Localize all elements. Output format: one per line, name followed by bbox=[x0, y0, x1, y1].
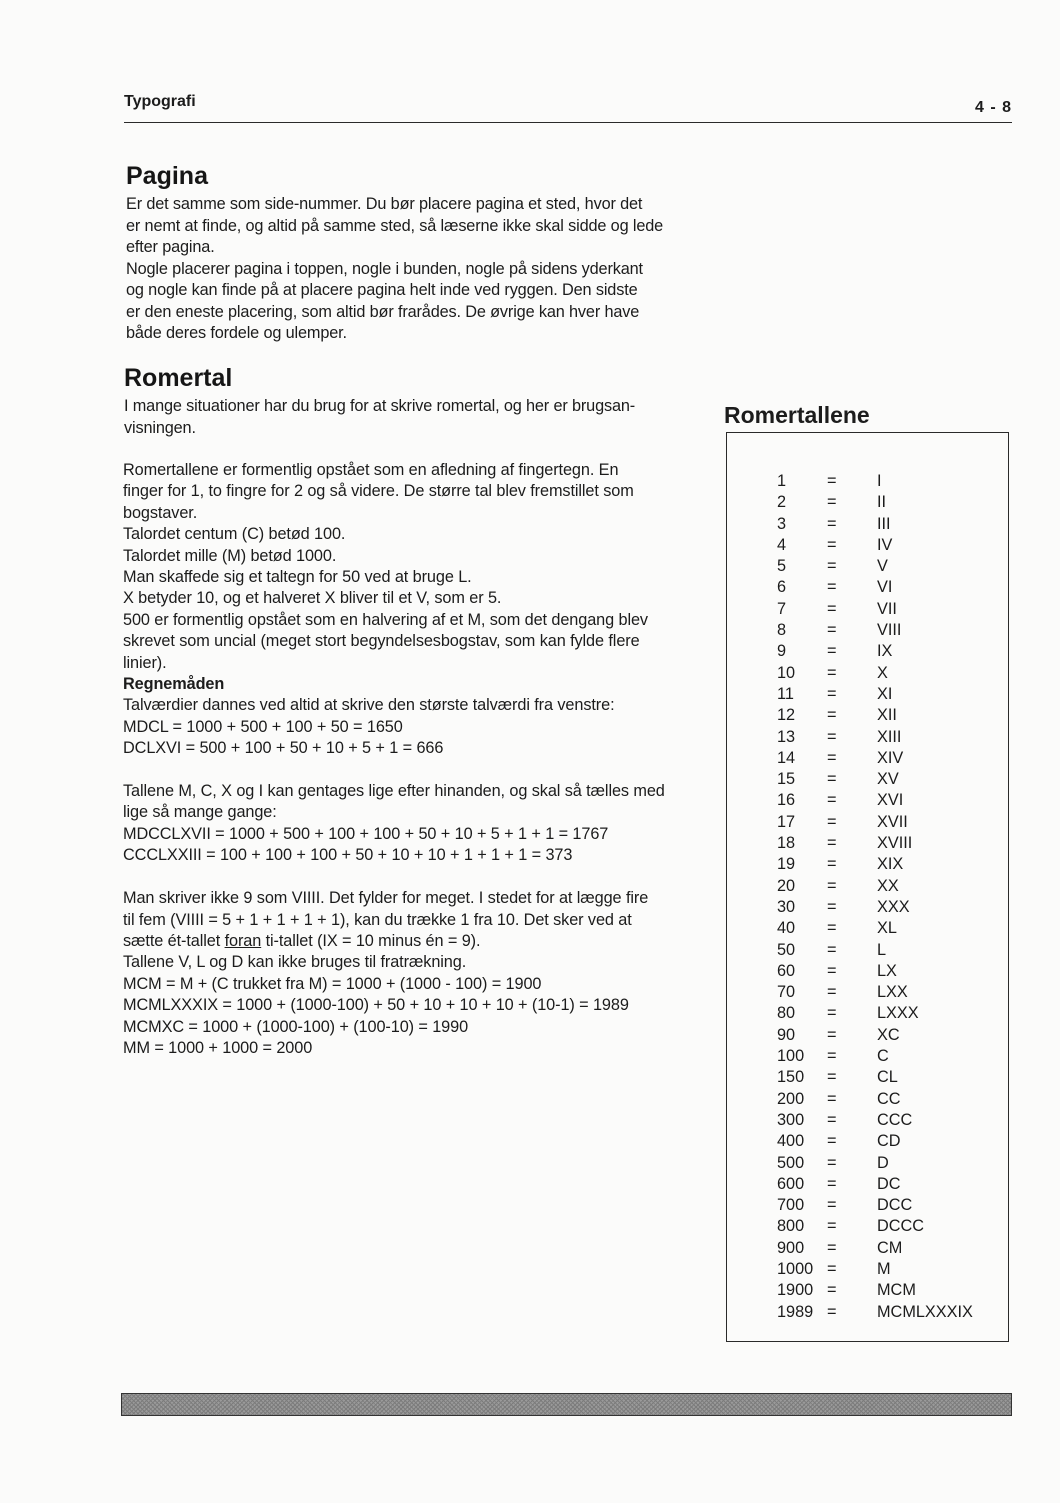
equals-sign: = bbox=[827, 727, 837, 746]
equals-sign: = bbox=[827, 1259, 837, 1278]
arabic-number: 700 bbox=[777, 1196, 805, 1215]
equals-sign: = bbox=[827, 770, 837, 789]
equals-sign: = bbox=[827, 876, 837, 895]
arabic-number: 200 bbox=[777, 1089, 805, 1108]
arabic-number: 3 bbox=[777, 514, 787, 533]
roman-numeral: XVII bbox=[877, 812, 908, 831]
equals-sign: = bbox=[827, 557, 837, 576]
equals-sign: = bbox=[827, 1302, 837, 1321]
arabic-number: 100 bbox=[777, 1047, 805, 1066]
text-line: CCCLXXIII = 100 + 100 + 100 + 50 + 10 + 10 + 1 + 1 + 1 = 373 bbox=[123, 846, 573, 865]
table-row bbox=[727, 492, 1008, 513]
arabic-number: 1000 bbox=[777, 1259, 814, 1278]
table-row bbox=[727, 577, 1008, 598]
text-line: Romertallene er formentlig opstået som en afledning af fingertegn. En bbox=[123, 461, 619, 479]
roman-numeral: II bbox=[877, 493, 887, 512]
regnemaaden-subheading: Regnemåden bbox=[123, 675, 225, 694]
text-line: visningen. bbox=[124, 418, 196, 437]
arabic-number: 30 bbox=[777, 897, 796, 916]
equals-sign: = bbox=[827, 748, 837, 767]
arabic-number: 60 bbox=[777, 961, 796, 980]
table-row bbox=[727, 1131, 1008, 1152]
equals-sign: = bbox=[827, 1132, 837, 1151]
table-row bbox=[727, 769, 1008, 790]
equals-sign: = bbox=[827, 855, 837, 874]
equals-sign: = bbox=[827, 535, 837, 554]
roman-numeral: MCM bbox=[877, 1281, 916, 1300]
arabic-number: 900 bbox=[777, 1238, 805, 1257]
table-row bbox=[727, 1046, 1008, 1067]
roman-numeral: MCMLXXXIX bbox=[877, 1302, 973, 1321]
arabic-number: 11 bbox=[777, 684, 794, 703]
roman-numeral: VIII bbox=[877, 621, 902, 640]
equals-sign: = bbox=[827, 1196, 837, 1215]
equals-sign: = bbox=[827, 791, 837, 810]
text-line: Man skaffede sig et taltegn for 50 ved at bruge L. bbox=[123, 568, 472, 587]
text-line: DCLXVI = 500 + 100 + 50 + 10 + 5 + 1 = 666 bbox=[123, 739, 444, 758]
roman-numeral: XL bbox=[877, 919, 897, 938]
equals-sign: = bbox=[827, 1089, 837, 1108]
table-row bbox=[727, 982, 1008, 1003]
page-number: 4 - 8 bbox=[974, 99, 1012, 116]
equals-sign: = bbox=[827, 1004, 837, 1023]
text-line: I mange situationer har du brug for at skrive romertal, og her er brugsan- bbox=[124, 397, 636, 415]
arabic-number: 40 bbox=[777, 919, 796, 938]
roman-numeral: CC bbox=[877, 1089, 901, 1108]
equals-sign: = bbox=[827, 1025, 837, 1044]
text-line: finger for 1, to fingre for 2 og så videre. De større tal blev fremstillet som bbox=[123, 482, 634, 501]
roman-numeral: XIX bbox=[877, 855, 904, 874]
equals-sign: = bbox=[827, 684, 837, 703]
table-row bbox=[727, 1216, 1008, 1237]
equals-sign: = bbox=[827, 961, 837, 980]
roman-numeral: CCC bbox=[877, 1110, 913, 1129]
equals-sign: = bbox=[827, 812, 837, 831]
arabic-number: 17 bbox=[777, 812, 796, 831]
arabic-number: 2 bbox=[777, 493, 787, 512]
table-row bbox=[727, 1025, 1008, 1046]
table-row bbox=[727, 833, 1008, 854]
equals-sign: = bbox=[827, 919, 837, 938]
table-row bbox=[727, 1003, 1008, 1024]
pagina-paragraph bbox=[126, 194, 663, 345]
arabic-number: 20 bbox=[777, 876, 796, 895]
arabic-number: 6 bbox=[777, 578, 787, 597]
roman-numeral: XIV bbox=[877, 748, 904, 767]
arabic-number: 15 bbox=[777, 770, 796, 789]
underlined-word: foran bbox=[224, 931, 262, 950]
table-row bbox=[727, 705, 1008, 726]
arabic-number: 600 bbox=[777, 1174, 805, 1193]
equals-sign: = bbox=[827, 514, 837, 533]
arabic-number: 1989 bbox=[777, 1302, 814, 1321]
table-row bbox=[727, 1153, 1008, 1174]
table-row bbox=[727, 1174, 1008, 1195]
equals-sign: = bbox=[827, 940, 837, 959]
roman-numeral: C bbox=[877, 1047, 889, 1066]
text-line: 500 er formentlig opstået som en halvering af et M, som det dengang blev bbox=[123, 610, 648, 629]
arabic-number: 7 bbox=[777, 599, 787, 618]
table-row bbox=[727, 727, 1008, 748]
equals-sign: = bbox=[827, 621, 837, 640]
table-row bbox=[727, 1302, 1008, 1323]
text-line: og nogle kan finde på at placere pagina helt inde ved ryggen. Den sidste bbox=[126, 281, 638, 299]
table-row bbox=[727, 748, 1008, 769]
arabic-number: 50 bbox=[777, 940, 796, 959]
equals-sign: = bbox=[827, 706, 837, 725]
text-fragment: sætte ét-tallet bbox=[123, 931, 225, 950]
roman-numeral: VI bbox=[877, 578, 893, 597]
table-row bbox=[727, 535, 1008, 556]
arabic-number: 80 bbox=[777, 1004, 796, 1023]
text-line: Talordet centum (C) betød 100. bbox=[123, 525, 346, 544]
text-line: MM = 1000 + 1000 = 2000 bbox=[123, 1038, 313, 1057]
romertal-body bbox=[123, 460, 713, 1059]
equals-sign: = bbox=[827, 834, 837, 853]
table-row bbox=[727, 876, 1008, 897]
table-row bbox=[727, 1259, 1008, 1280]
arabic-number: 70 bbox=[777, 983, 796, 1002]
table-row bbox=[727, 940, 1008, 961]
equals-sign: = bbox=[827, 1153, 837, 1172]
text-line: linier). bbox=[123, 653, 167, 672]
arabic-number: 5 bbox=[777, 557, 787, 576]
table-row bbox=[727, 854, 1008, 875]
equals-sign: = bbox=[827, 897, 837, 916]
table-row bbox=[727, 918, 1008, 939]
arabic-number: 12 bbox=[777, 706, 796, 725]
roman-numeral: XIII bbox=[877, 727, 902, 746]
roman-numeral: DC bbox=[877, 1174, 901, 1193]
roman-numeral: III bbox=[877, 514, 891, 533]
equals-sign: = bbox=[827, 1110, 837, 1129]
text-line: bogstaver. bbox=[123, 503, 198, 522]
arabic-number: 13 bbox=[777, 727, 796, 746]
equals-sign: = bbox=[827, 642, 837, 661]
roman-numeral: CD bbox=[877, 1132, 901, 1151]
arabic-number: 18 bbox=[777, 834, 796, 853]
text-line: Tallene M, C, X og I kan gentages lige efter hinanden, og skal så tælles med bbox=[123, 782, 665, 801]
text-line: Nogle placerer pagina i toppen, nogle i bunden, nogle på sidens yderkant bbox=[126, 259, 643, 278]
roman-numeral: DCCC bbox=[877, 1217, 925, 1236]
arabic-number: 300 bbox=[777, 1110, 805, 1129]
table-row bbox=[727, 1238, 1008, 1259]
arabic-number: 400 bbox=[777, 1132, 805, 1151]
text-line: Talværdier dannes ved altid at skrive den største talværdi fra venstre: bbox=[123, 696, 615, 715]
equals-sign: = bbox=[827, 1047, 837, 1066]
table-row bbox=[727, 1195, 1008, 1216]
equals-sign: = bbox=[827, 1174, 837, 1193]
roman-table-rows bbox=[727, 471, 1008, 1323]
equals-sign: = bbox=[827, 578, 837, 597]
arabic-number: 10 bbox=[777, 663, 796, 682]
roman-numeral: DCC bbox=[877, 1196, 913, 1215]
roman-numeral: IV bbox=[877, 535, 893, 554]
table-row bbox=[727, 897, 1008, 918]
table-row bbox=[727, 620, 1008, 641]
equals-sign: = bbox=[827, 493, 837, 512]
text-line: MCM = M + (C trukket fra M) = 1000 + (1000 - 100) = 1900 bbox=[123, 974, 542, 993]
roman-numeral: XVIII bbox=[877, 834, 913, 853]
roman-numeral: XC bbox=[877, 1025, 900, 1044]
roman-numeral: XVI bbox=[877, 791, 904, 810]
roman-numeral: XII bbox=[877, 706, 897, 725]
roman-numeral: XX bbox=[877, 876, 899, 895]
equals-sign: = bbox=[827, 599, 837, 618]
roman-numeral: LXX bbox=[877, 983, 908, 1002]
table-row bbox=[727, 1067, 1008, 1088]
text-line: efter pagina. bbox=[126, 238, 215, 256]
roman-numeral: LXXX bbox=[877, 1004, 919, 1023]
arabic-number: 9 bbox=[777, 642, 787, 661]
table-row bbox=[727, 641, 1008, 662]
text-line: MDCL = 1000 + 500 + 100 + 50 = 1650 bbox=[123, 717, 403, 736]
romertal-heading: Romertal bbox=[124, 364, 233, 392]
arabic-number: 8 bbox=[777, 621, 787, 640]
roman-numeral: IX bbox=[877, 642, 893, 661]
text-line: MCMXC = 1000 + (1000-100) + (100-10) = 1990 bbox=[123, 1017, 469, 1036]
equals-sign: = bbox=[827, 1281, 837, 1300]
equals-sign: = bbox=[827, 1217, 837, 1236]
text-line: er nemt at finde, og altid på samme sted, så læserne ikke skal sidde og lede bbox=[126, 216, 664, 235]
arabic-number: 150 bbox=[777, 1068, 805, 1087]
roman-numeral: XV bbox=[877, 770, 899, 789]
equals-sign: = bbox=[827, 983, 837, 1002]
arabic-number: 1 bbox=[777, 472, 787, 490]
text-line: Talordet mille (M) betød 1000. bbox=[123, 546, 337, 565]
arabic-number: 500 bbox=[777, 1153, 805, 1172]
arabic-number: 14 bbox=[777, 748, 796, 767]
table-row bbox=[727, 663, 1008, 684]
romertal-intro bbox=[124, 396, 635, 439]
roman-numeral: X bbox=[877, 663, 888, 682]
table-row bbox=[727, 1089, 1008, 1110]
table-row bbox=[727, 599, 1008, 620]
roman-numeral: VII bbox=[877, 599, 897, 618]
footer-bar bbox=[121, 1393, 1012, 1416]
equals-sign: = bbox=[827, 1068, 837, 1087]
text-line: X betyder 10, og et halveret X bliver til et V, som er 5. bbox=[123, 589, 502, 608]
roman-table-title: Romertallene bbox=[724, 402, 870, 428]
text-line: til fem (VIIII = 5 + 1 + 1 + 1 + 1), kan du trække 1 fra 10. Det sker ved at bbox=[123, 910, 632, 929]
arabic-number: 4 bbox=[777, 535, 787, 554]
table-row bbox=[727, 556, 1008, 577]
arabic-number: 800 bbox=[777, 1217, 805, 1236]
roman-numeral: D bbox=[877, 1153, 889, 1172]
table-row bbox=[727, 684, 1008, 705]
page-header bbox=[124, 93, 1012, 123]
roman-numeral: XXX bbox=[877, 897, 910, 916]
table-row bbox=[727, 1280, 1008, 1301]
text-line: MDCCLXVII = 1000 + 500 + 100 + 100 + 50 + 10 + 5 + 1 + 1 = 1767 bbox=[123, 824, 609, 843]
table-row bbox=[727, 812, 1008, 833]
table-row bbox=[727, 514, 1008, 535]
roman-numeral: L bbox=[877, 940, 887, 959]
arabic-number: 1900 bbox=[777, 1281, 814, 1300]
pagina-heading: Pagina bbox=[126, 162, 208, 190]
text-line: skrevet som uncial (meget stort begyndelsesbogstav, som kan fylde flere bbox=[123, 632, 640, 651]
text-line bbox=[123, 931, 713, 952]
roman-numeral: M bbox=[877, 1259, 891, 1278]
text-line: både deres fordele og ulemper. bbox=[126, 324, 347, 342]
header-section-title: Typografi bbox=[124, 93, 196, 110]
arabic-number: 90 bbox=[777, 1025, 796, 1044]
text-line: lige så mange gange: bbox=[123, 803, 277, 822]
equals-sign: = bbox=[827, 472, 837, 490]
table-row bbox=[727, 790, 1008, 811]
roman-numeral: CL bbox=[877, 1068, 898, 1087]
roman-numeral-table bbox=[726, 432, 1009, 1342]
text-line: er den eneste placering, som altid bør frarådes. De øvrige kan hver have bbox=[126, 302, 640, 321]
text-fragment: ti-tallet (IX = 10 minus én = 9). bbox=[261, 931, 481, 950]
text-line: Man skriver ikke 9 som VIIII. Det fylder for meget. I stedet for at lægge fire bbox=[123, 889, 649, 908]
table-row bbox=[727, 471, 1008, 492]
roman-numeral: V bbox=[877, 557, 888, 576]
arabic-number: 16 bbox=[777, 791, 796, 810]
text-line: MCMLXXXIX = 1000 + (1000-100) + 50 + 10 + 10 + 10 + (10-1) = 1989 bbox=[123, 996, 629, 1015]
roman-numeral: I bbox=[877, 472, 882, 490]
roman-numeral: XI bbox=[877, 684, 893, 703]
table-row bbox=[727, 961, 1008, 982]
table-row bbox=[727, 1110, 1008, 1131]
arabic-number: 19 bbox=[777, 855, 796, 874]
text-line: Er det samme som side-nummer. Du bør placere pagina et sted, hvor det bbox=[126, 195, 643, 213]
roman-numeral: CM bbox=[877, 1238, 903, 1257]
roman-numeral: LX bbox=[877, 961, 897, 980]
equals-sign: = bbox=[827, 663, 837, 682]
text-line: Tallene V, L og D kan ikke bruges til fratrækning. bbox=[123, 953, 467, 972]
equals-sign: = bbox=[827, 1238, 837, 1257]
